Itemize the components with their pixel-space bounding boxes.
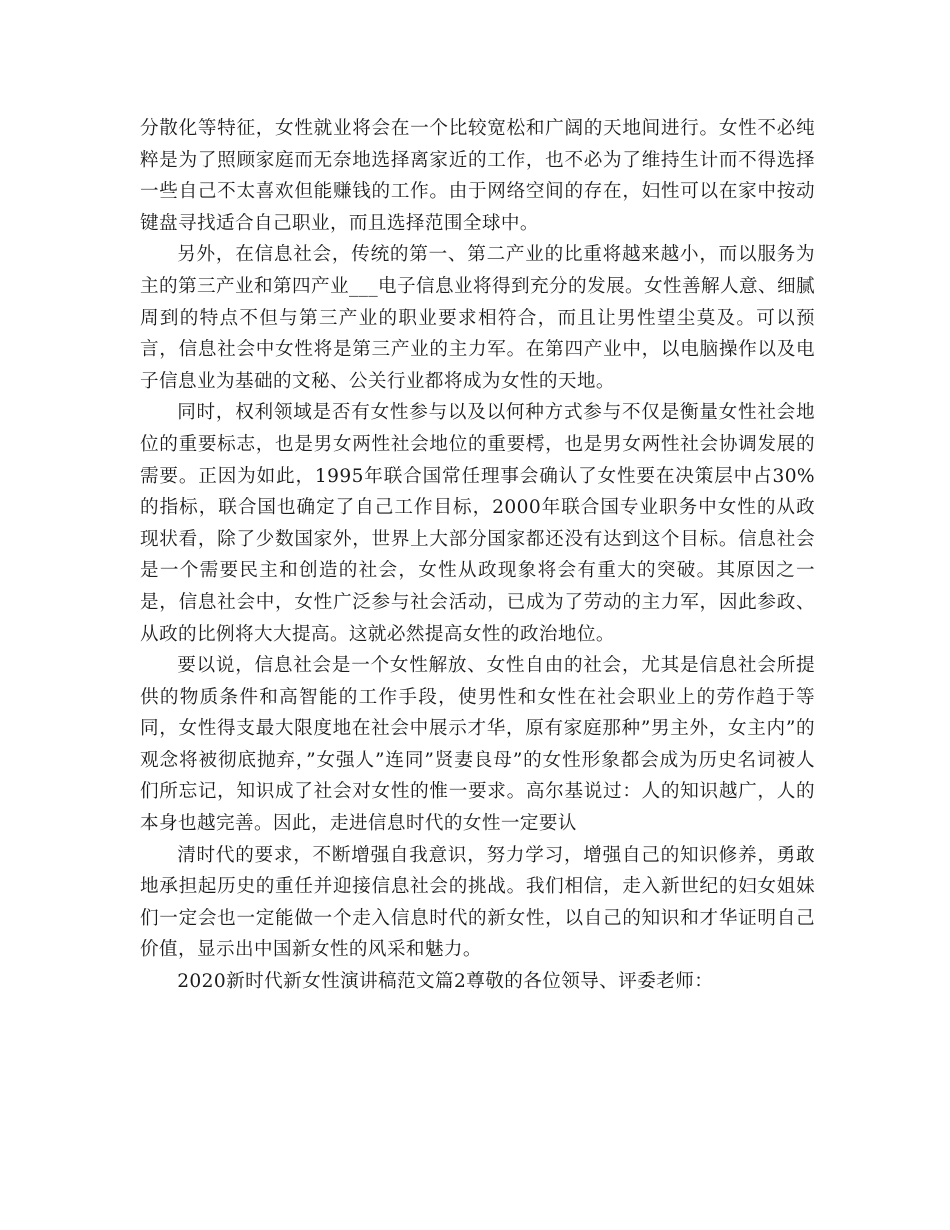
paragraph-next-speech-heading: 2020新时代新女性演讲稿范文篇2尊敬的各位领导、评委老师：	[177, 971, 714, 993]
paragraph-industry: 另外，在信息社会，传统的第一、第二产业的比重将越来越小，而以服务为主的第三产业和第四产业___电子信息业将得到充分的发展。女性善解人意、细腻周到的特点不但与第三产业的职业要求相符合，而且让男性望尘莫及。可以预言，信息社会中女性将是第三产业的主力军。在第四产业中，以电脑操作以及电子信息业为基础的文秘、公关行业都将成为女性的天地。	[140, 244, 815, 392]
paragraph-liberation: 要以说，信息社会是一个女性解放、女性自由的社会，尤其是信息社会所提供的物质条件和高智能的工作手段，使男性和女性在社会职业上的劳作趋于等同，女性得支最大限度地在社会中展示才华，原有家庭那种”男主外，女主内”的观念将被彻底抛弃，”女强人”连同”贤妻良母”的女性形象都会成为历史名词被人们所忘记，知识成了社会对女性的惟一要求。高尔基说过：人的知识越广，人的本身也越完善。因此，走进信息时代的女性一定要认	[140, 655, 815, 835]
paragraph-politics: 同时，权利领域是否有女性参与以及以何种方式参与不仅是衡量女性社会地位的重要标志，也是男女两性社会地位的重要樗，也是男女两性社会协调发展的需要。正因为如此，1995年联合国常任理事会确认了女性要在决策层中占30%的指标，联合国也确定了自己工作目标，2000年联合国专业职务中女性的从政现状看，除了少数国家外，世界上大部分国家都还没有达到这个目标。信息社会是一个需要民主和创造的社会，女性从政现象将会有重大的突破。其原因之一是，信息社会中，女性广泛参与社会活动，已成为了劳动的主力军，因此参政、从政的比例将大大提高。这就必然提高女性的政治地位。	[140, 402, 815, 645]
paragraph-conclusion: 清时代的要求，不断增强自我意识，努力学习，增强自己的知识修养，勇敢地承担起历史的重任并迎接信息社会的挑战。我们相信，走入新世纪的妇女姐妹们一定会也一定能做一个走入信息时代的新女性，以自己的知识和才华证明自己价值，显示出中国新女性的风采和魅力。	[140, 844, 815, 961]
paragraph-employment-continuation: 分散化等特征，女性就业将会在一个比较宽松和广阔的天地间进行。女性不必纯粹是为了照顾家庭而无奈地选择离家近的工作，也不必为了维持生计而不得选择一些自己不太喜欢但能赚钱的工作。由于网络空间的存在，妇性可以在家中按动键盘寻找适合自己职业，而且选择范围全球中。	[140, 118, 815, 234]
